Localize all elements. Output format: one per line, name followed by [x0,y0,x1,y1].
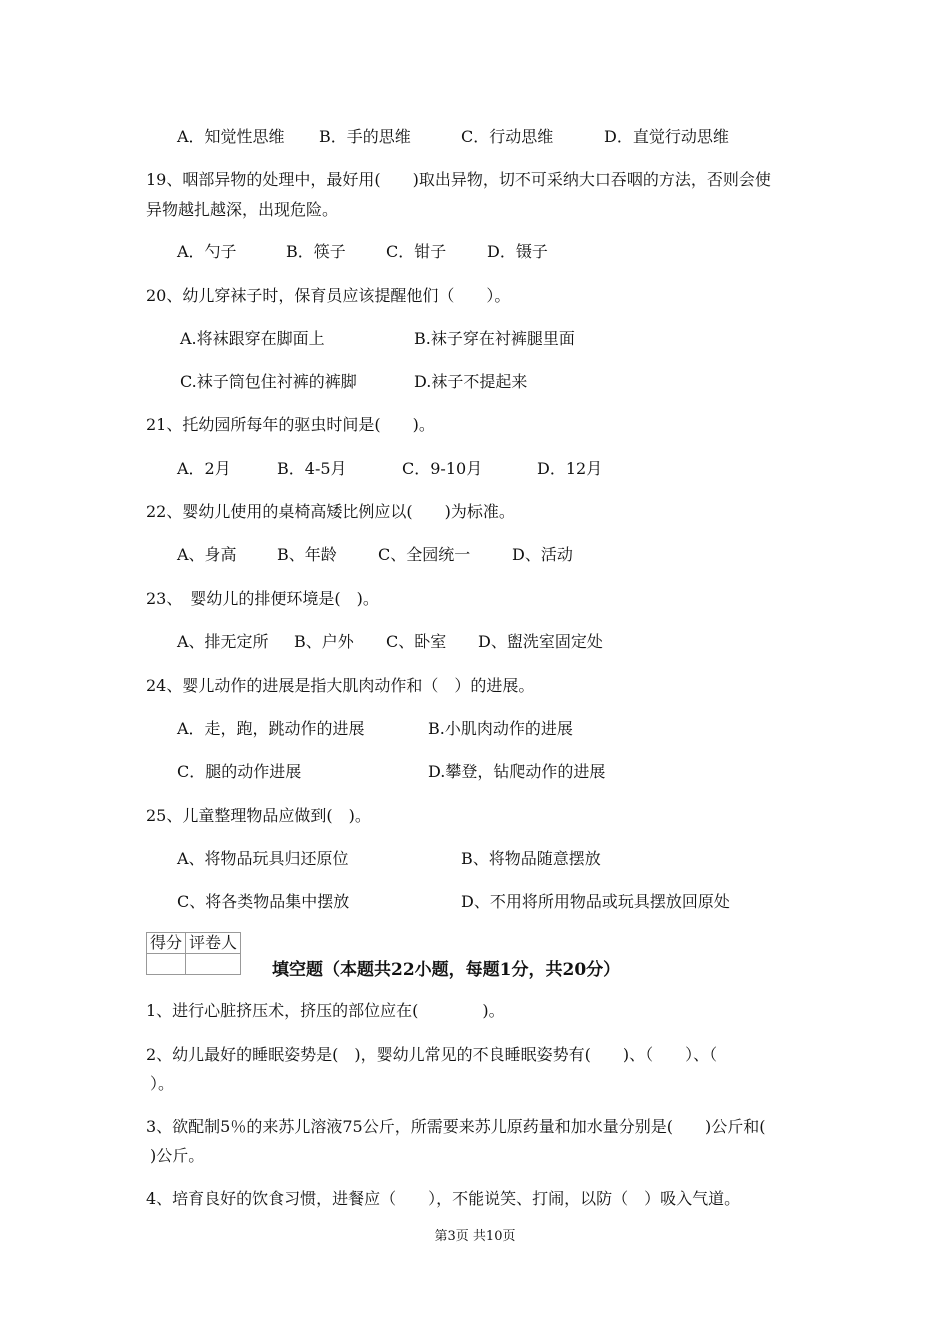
q21-option-b: B．4-5月 [277,459,347,478]
fill-q1-text: 1、进行心脏挤压术，挤压的部位应在( )。 [146,1001,505,1020]
q25-option-c: C、将各类物品集中摆放 [177,892,350,911]
q25-text: 25、儿童整理物品应做到( )。 [146,806,371,825]
q19-text-line1: 19、咽部异物的处理中，最好用( )取出异物，切不可采纳大口吞咽的方法，否则会使 [146,170,771,189]
score-cell [147,954,186,975]
fill-q4-text: 4、培育良好的饮食习惯，进餐应（ ），不能说笑、打闹，以防（ ）吸入气道。 [146,1189,741,1208]
grader-header: 评卷人 [186,933,241,954]
q20-option-a: A.将袜跟穿在脚面上 [180,329,325,348]
q20-option-c: C.袜子筒包住衬裤的裤脚 [180,372,357,391]
q18-option-c: C．行动思维 [461,127,554,146]
q24-option-c: C．腿的动作进展 [177,762,302,781]
q23-option-b: B、户外 [294,632,354,651]
q22-option-c: C、全园统一 [378,545,471,564]
q19-option-d: D．镊子 [487,242,548,261]
q20-option-d: D.袜子不提起来 [414,372,528,391]
q19-option-a: A．勺子 [177,242,237,261]
q19-option-c: C．钳子 [386,242,447,261]
q23-text: 23、 婴幼儿的排便环境是( )。 [146,589,379,608]
q23-option-d: D、盥洗室固定处 [478,632,603,651]
q20-option-b: B.袜子穿在衬裤腿里面 [414,329,575,348]
q22-option-d: D、活动 [512,545,573,564]
q18-option-b: B．手的思维 [319,127,411,146]
fill-q3-text-line1: 3、欲配制5％的来苏儿溶液75公斤，所需要来苏儿原药量和加水量分别是( )公斤和( [146,1117,766,1136]
q24-option-a: A．走，跑，跳动作的进展 [177,719,365,738]
q24-text: 24、婴儿动作的进展是指大肌肉动作和（ ）的进展。 [146,676,535,695]
q25-option-d: D、不用将所用物品或玩具摆放回原处 [461,892,730,911]
fill-q2-text-line2: ）。 [150,1074,175,1093]
q18-option-a: A．知觉性思维 [177,127,285,146]
score-header: 得分 [147,933,186,954]
q21-option-a: A．2月 [177,459,231,478]
score-box [146,932,241,975]
q18-option-d: D．直觉行动思维 [604,127,729,146]
q21-text: 21、托幼园所每年的驱虫时间是( )。 [146,415,435,434]
q23-option-a: A、排无定所 [177,632,269,651]
q24-option-b: B.小肌肉动作的进展 [428,719,573,738]
fill-q3-text-line2: )公斤。 [150,1146,205,1165]
q23-option-c: C、卧室 [386,632,447,651]
q21-option-c: C．9-10月 [402,459,483,478]
fill-q2-text-line1: 2、幼儿最好的睡眠姿势是( )，婴幼儿常见的不良睡眠姿势有( )、（ ）、（ [146,1045,718,1064]
q24-option-d: D.攀登，钻爬动作的进展 [428,762,606,781]
q22-option-a: A、身高 [177,545,237,564]
q22-option-b: B、年龄 [277,545,337,564]
grader-cell [186,954,241,975]
q21-option-d: D．12月 [537,459,603,478]
q25-option-b: B、将物品随意摆放 [461,849,601,868]
section-title: 填空题（本题共22小题，每题1分，共20分） [272,960,621,980]
page-footer: 第3页 共10页 [434,1229,516,1244]
q25-option-a: A、将物品玩具归还原位 [177,849,349,868]
q20-text: 20、幼儿穿袜子时，保育员应该提醒他们（ ）。 [146,286,511,305]
q22-text: 22、婴幼儿使用的桌椅高矮比例应以( )为标准。 [146,502,515,521]
q19-text-line2: 异物越扎越深，出现危险。 [146,200,339,219]
q19-option-b: B．筷子 [286,242,346,261]
